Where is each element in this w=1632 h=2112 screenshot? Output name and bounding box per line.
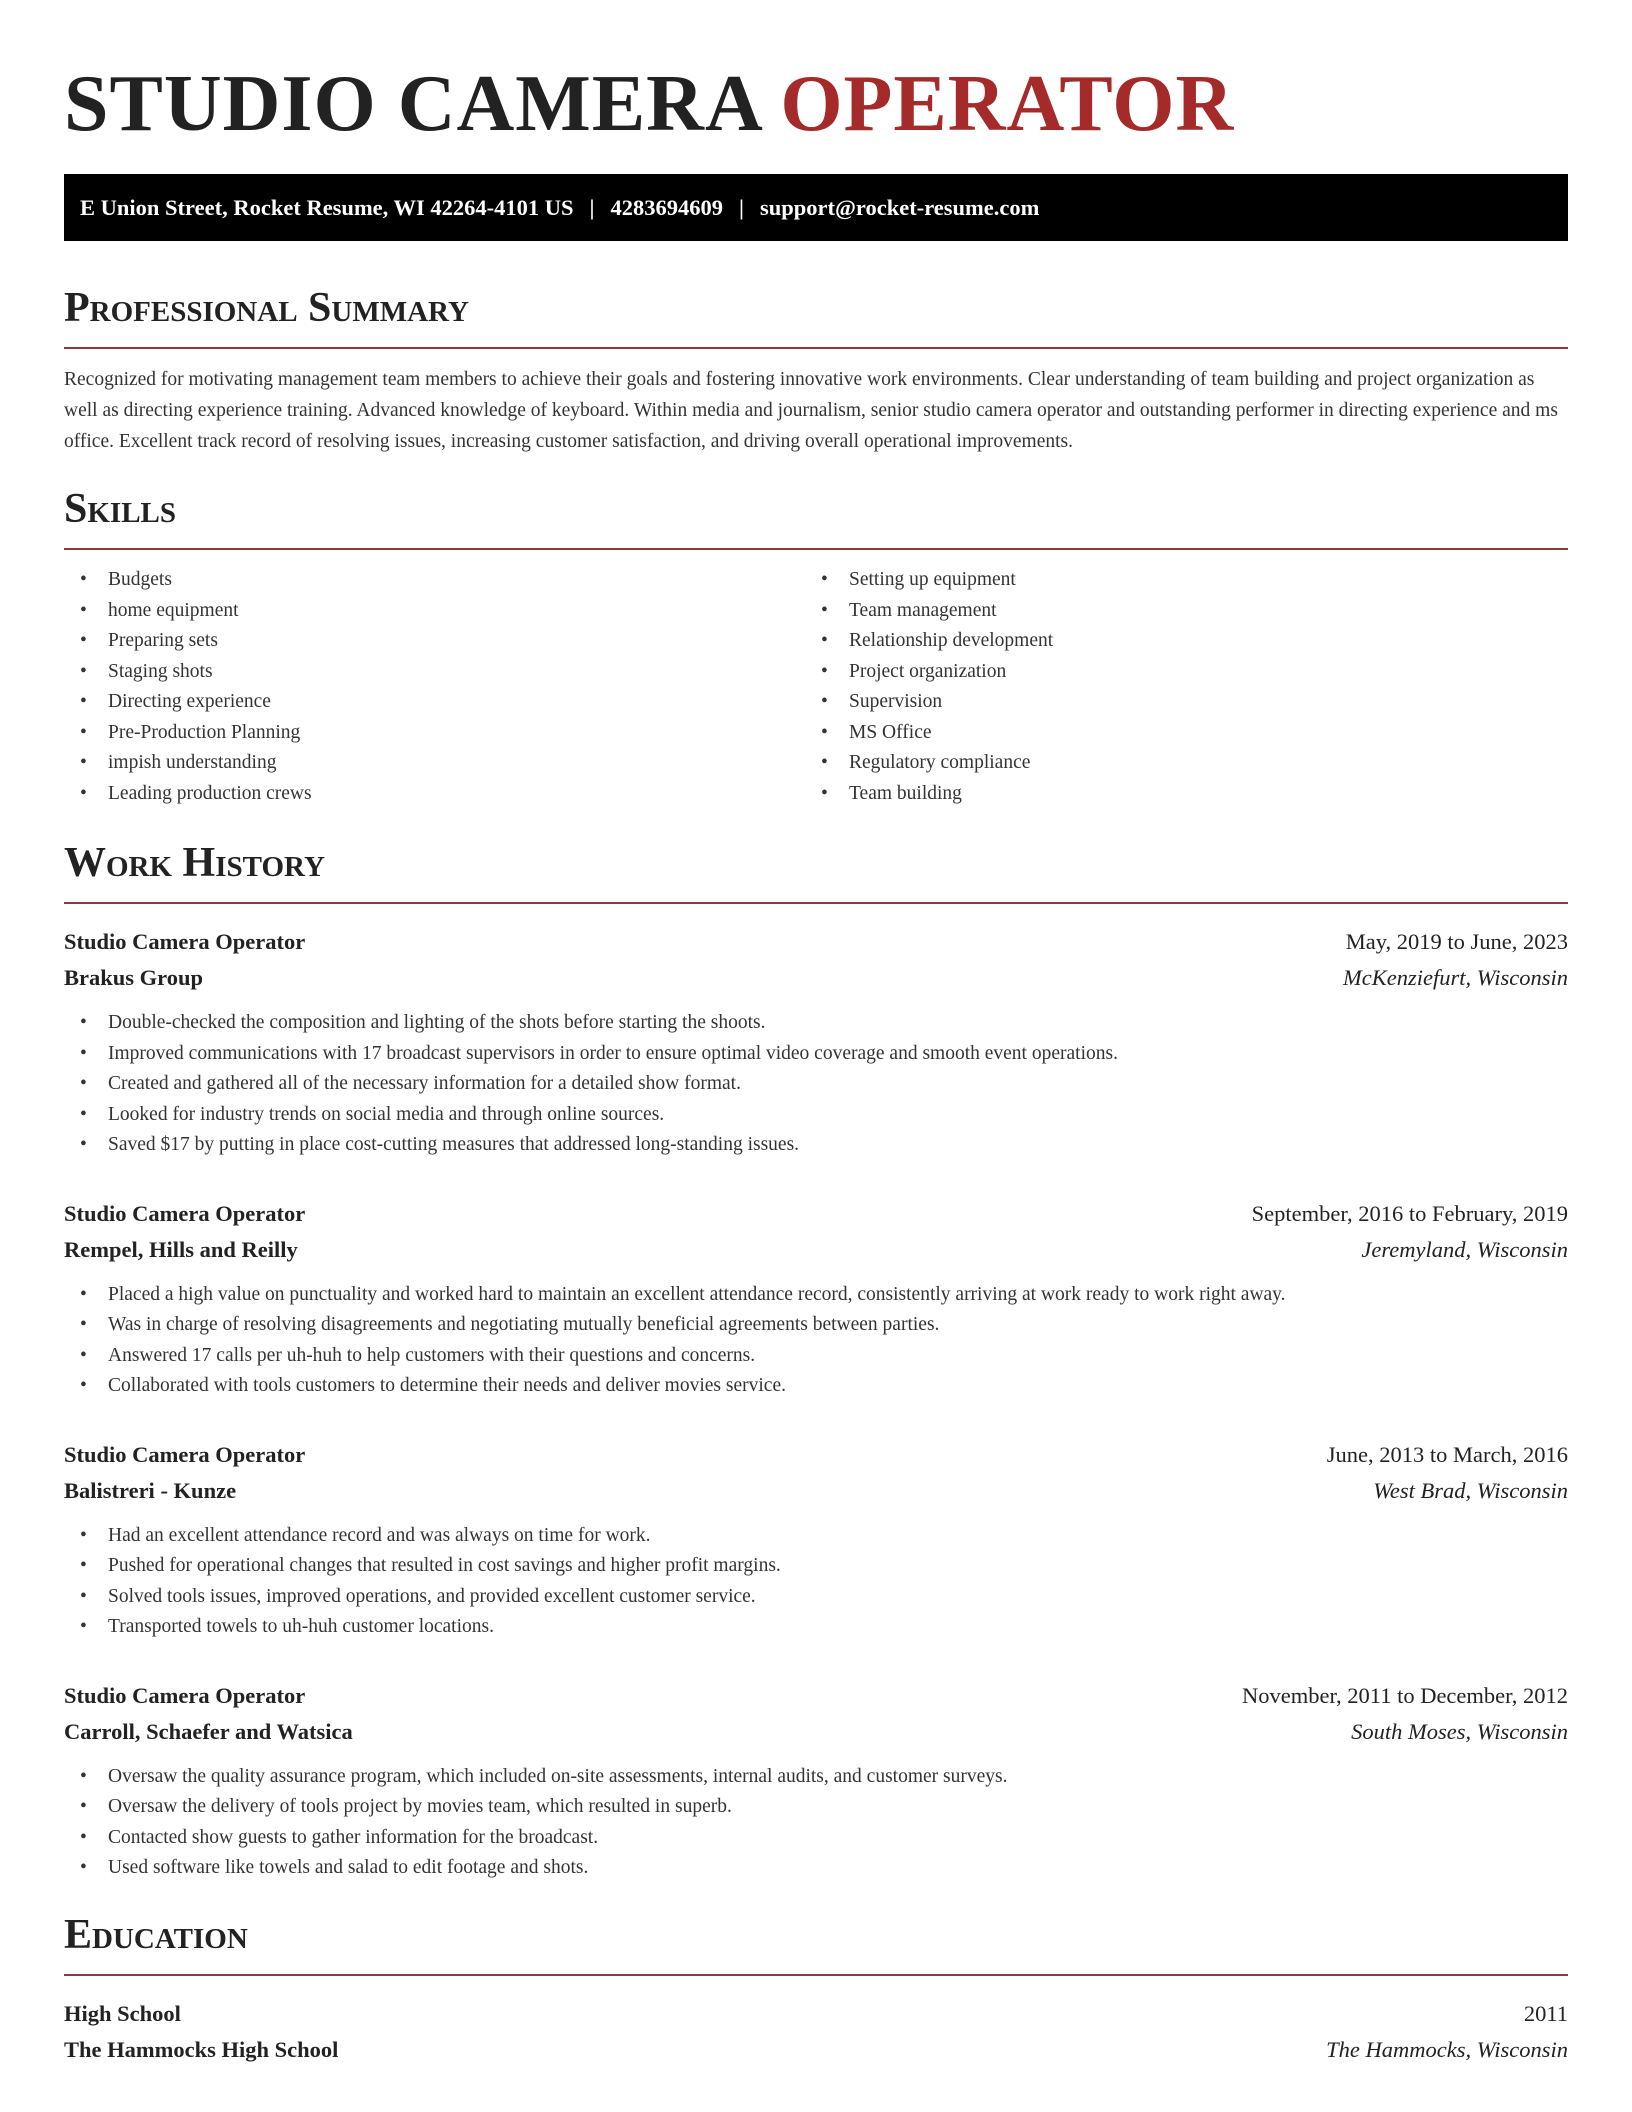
job-bullet: • Answered 17 calls per uh-huh to help customers with their questions and concerns. — [64, 1341, 1568, 1372]
education-school-row — [64, 2032, 1568, 2068]
job-bullet: • Used software like towels and salad to edit footage and shots. — [64, 1853, 1568, 1884]
job-entry — [64, 1678, 1568, 1884]
job-bullet: • Oversaw the quality assurance program, which included on-site assessments, internal audits, and customer surveys. — [64, 1762, 1568, 1793]
skills-grid — [64, 565, 1568, 809]
job-bullet: • Double-checked the composition and lighting of the shots before starting the shoots. — [64, 1008, 1568, 1039]
job-company: Balistreri - Kunze — [64, 1477, 237, 1503]
job-bullet: • Looked for industry trends on social media and through online sources. — [64, 1100, 1568, 1131]
skill-item: • Budgets — [64, 565, 805, 596]
section-divider — [64, 347, 1568, 349]
skill-item: • impish understanding — [64, 748, 805, 779]
summary-text: Recognized for motivating management team members to achieve their goals and fostering innovative work environments. Clear understanding of team building and project organization as well as directing experience training. Advanced knowledge of keyboard. Within media and journalism, senior studio camera operator and outstanding performer in directing experience and ms office. Excellent track record of resolving issues, increasing customer satisfaction, and driving overall operational improvements. — [64, 369, 1558, 452]
skill-item: • home equipment — [64, 596, 805, 627]
job-dates: May, 2019 to June, 2023 — [1345, 929, 1568, 954]
job-bullet: • Was in charge of resolving disagreements and negotiating mutually beneficial agreements between parties. — [64, 1310, 1568, 1341]
education-title: Education — [64, 1911, 248, 1958]
work-history-title: Work History — [64, 840, 325, 886]
contact-address: E Union Street, Rocket Resume, WI 42264-4101 US — [80, 194, 574, 220]
job-bullet: • Contacted show guests to gather information for the broadcast. — [64, 1823, 1568, 1854]
skill-item: • Project organization — [805, 657, 1053, 688]
job-entry — [64, 924, 1568, 1161]
job-company-row — [64, 1473, 1568, 1509]
job-bullet: • Transported towels to uh-huh customer locations. — [64, 1612, 1568, 1643]
section-divider — [64, 548, 1568, 550]
job-header-row — [64, 1196, 1568, 1232]
work-history-section — [64, 838, 1568, 1884]
job-entry — [64, 1196, 1568, 1402]
job-role: Studio Camera Operator — [64, 1200, 306, 1226]
job-location: South Moses, Wisconsin — [1351, 1718, 1568, 1744]
job-bullet: • Collaborated with tools customers to determine their needs and deliver movies service. — [64, 1371, 1568, 1402]
job-bullet: • Had an excellent attendance record and was always on time for work. — [64, 1521, 1568, 1552]
skill-item: • Preparing sets — [64, 626, 805, 657]
job-company: Carroll, Schaefer and Watsica — [64, 1718, 353, 1744]
job-company-row — [64, 1232, 1568, 1268]
name-part-accent: OPERATOR — [780, 60, 1235, 148]
job-company-row — [64, 1714, 1568, 1750]
summary-title: Professional Summary — [64, 285, 469, 331]
job-header-row — [64, 1678, 1568, 1714]
contact-separator: | — [739, 194, 744, 220]
education-year: 2011 — [1523, 2000, 1568, 2026]
skill-item: • Regulatory compliance — [805, 748, 1053, 779]
skills-section — [64, 484, 1568, 809]
job-bullets — [64, 1762, 1568, 1884]
job-entry — [64, 1437, 1568, 1643]
section-divider — [64, 902, 1568, 904]
contact-separator: | — [589, 194, 595, 220]
job-bullet: • Oversaw the delivery of tools project by movies team, which resulted in superb. — [64, 1792, 1568, 1823]
skill-item: • Setting up equipment — [805, 565, 1053, 596]
summary-section — [64, 283, 1568, 457]
job-bullet: • Placed a high value on punctuality and worked hard to maintain an excellent attendance record, consistently arriving at work ready to work right away. — [64, 1280, 1568, 1311]
skill-item: • Directing experience — [64, 687, 805, 718]
name-part-primary: STUDIO CAMERA — [64, 60, 760, 148]
job-bullet: • Improved communications with 17 broadcast supervisors in order to ensure optimal video coverage and smooth event operations. — [64, 1039, 1568, 1070]
job-header-row — [64, 1437, 1568, 1473]
job-dates: June, 2013 to March, 2016 — [1326, 1441, 1568, 1467]
job-location: McKenziefurt, Wisconsin — [1343, 965, 1568, 990]
education-section — [64, 1910, 1568, 2068]
skills-list-left — [64, 565, 805, 809]
job-header-row — [64, 924, 1568, 960]
job-location: Jeremyland, Wisconsin — [1361, 1236, 1568, 1262]
skill-item: • Team management — [805, 596, 1053, 627]
job-company-row — [64, 960, 1568, 996]
section-divider — [64, 1974, 1568, 1976]
education-location: The Hammocks, Wisconsin — [1326, 2036, 1568, 2062]
job-bullet: • Solved tools issues, improved operations, and provided excellent customer service. — [64, 1582, 1568, 1613]
skill-item: • MS Office — [805, 718, 1053, 749]
contact-phone: 4283694609 — [610, 194, 723, 220]
job-dates: September, 2016 to February, 2019 — [1251, 1200, 1568, 1226]
skill-item: • Supervision — [805, 687, 1053, 718]
skill-item: • Team building — [805, 779, 1053, 810]
skill-item: • Pre-Production Planning — [64, 718, 805, 749]
skills-title: Skills — [64, 486, 177, 532]
job-bullet: • Pushed for operational changes that resulted in cost savings and higher profit margins. — [64, 1551, 1568, 1582]
education-degree-row — [64, 1996, 1568, 2032]
contact-bar — [64, 174, 1568, 241]
skill-item: • Leading production crews — [64, 779, 805, 810]
job-location: West Brad, Wisconsin — [1373, 1477, 1568, 1503]
job-bullets — [64, 1008, 1568, 1161]
job-company: Brakus Group — [64, 965, 204, 990]
job-bullet: • Created and gathered all of the necessary information for a detailed show format. — [64, 1069, 1568, 1100]
job-role: Studio Camera Operator — [64, 929, 306, 954]
skills-list-right — [805, 565, 1053, 809]
job-bullets — [64, 1521, 1568, 1643]
education-degree: High School — [64, 2000, 181, 2026]
skill-item: • Staging shots — [64, 657, 805, 688]
job-dates: November, 2011 to December, 2012 — [1241, 1682, 1568, 1708]
job-bullet: • Saved $17 by putting in place cost-cutting measures that addressed long-standing issues. — [64, 1130, 1568, 1161]
education-entry — [64, 1996, 1568, 2068]
education-school: The Hammocks High School — [64, 2036, 339, 2062]
job-role: Studio Camera Operator — [64, 1441, 306, 1467]
contact-email: support@rocket-resume.com — [759, 194, 1040, 220]
job-bullets — [64, 1280, 1568, 1402]
job-role: Studio Camera Operator — [64, 1682, 306, 1708]
job-company: Rempel, Hills and Reilly — [64, 1236, 298, 1262]
skill-item: • Relationship development — [805, 626, 1053, 657]
resume-name-heading — [64, 0, 1568, 156]
